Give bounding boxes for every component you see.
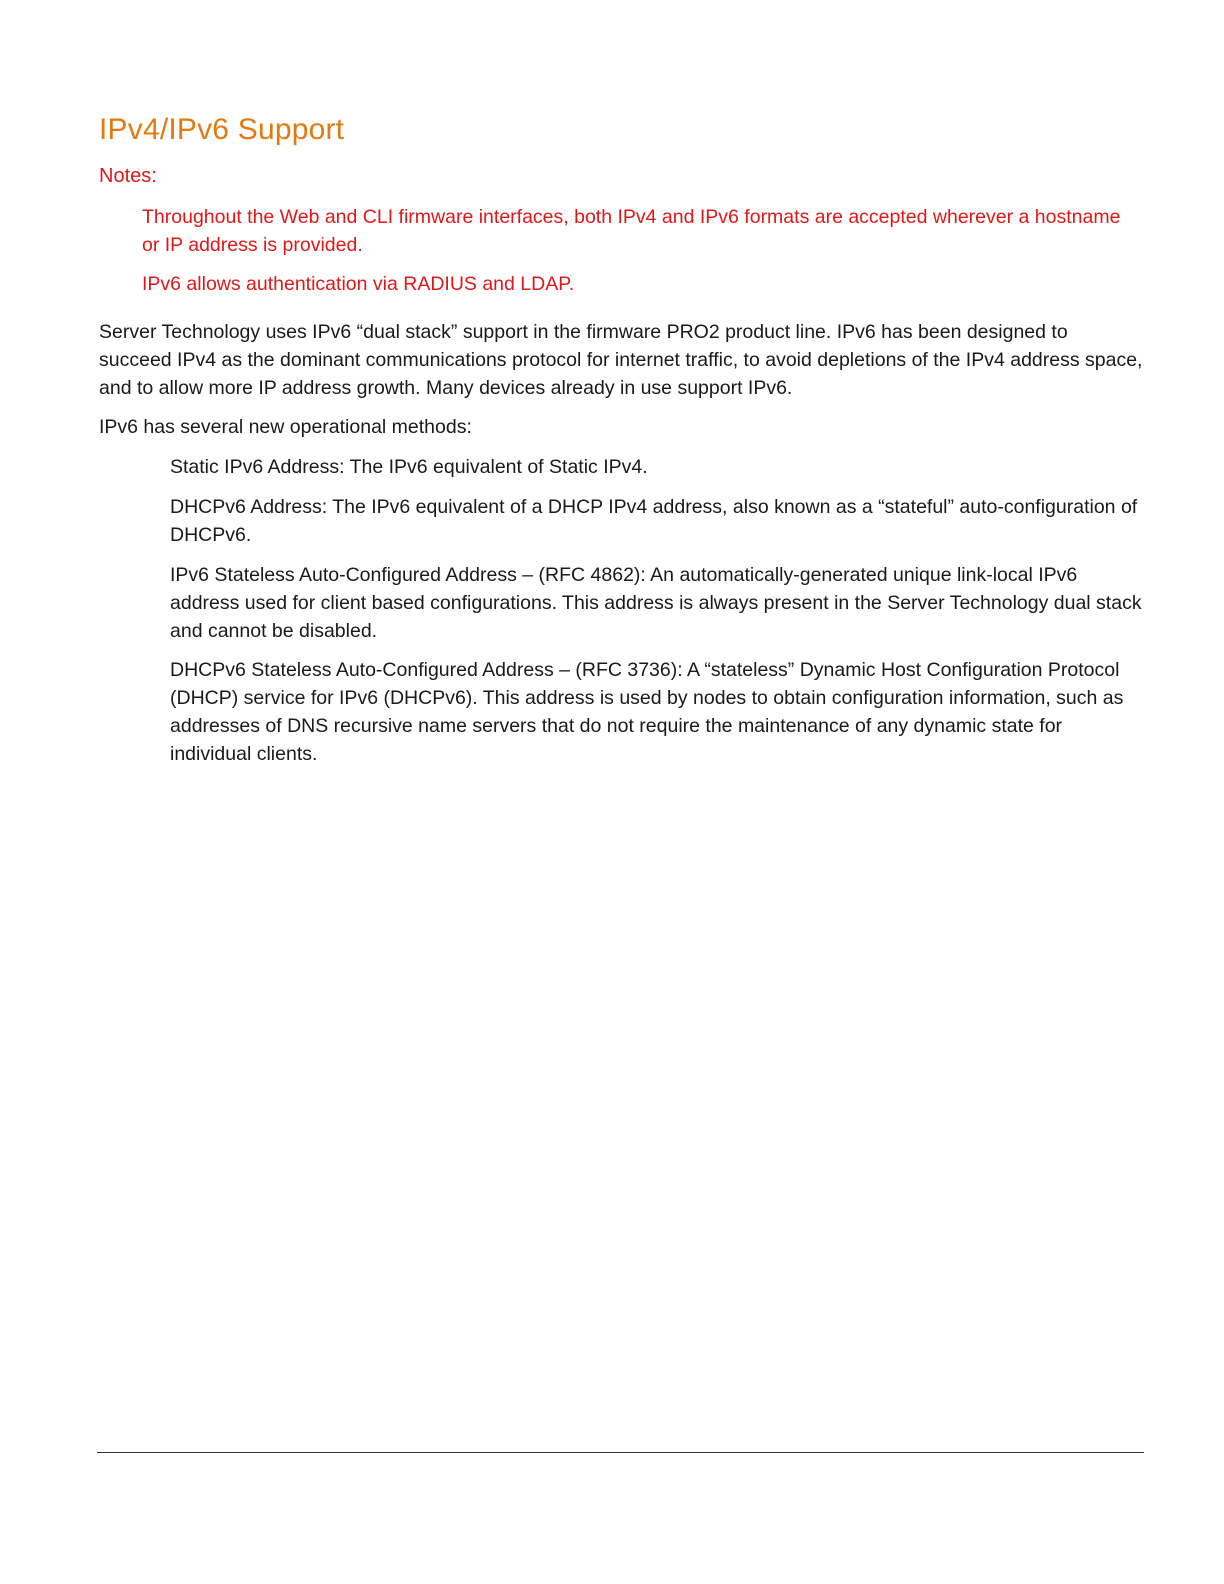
method-item: DHCPv6 Stateless Auto-Configured Address – (RFC 3736): A “stateless” Dynamic Host Configuration Protocol (DHCP) service for IPv6 (DHCPv6). This address is used by nodes to obtain configuration information, such as addresses of DNS recursive name servers that do not require the maintenance of any dynamic state for individual clients. [170,659,1124,765]
method-item: DHCPv6 Address: The IPv6 equivalent of a DHCP IPv4 address, also known as a “stateful” auto-configuration of DHCPv6. [170,496,1138,546]
intro-paragraph: Server Technology uses IPv6 “dual stack” support in the firmware PRO2 product line. IPv6 has been designed to succeed IPv4 as the dominant communications protocol for internet traffic, to avoid depletions of the IPv4 address space, and to allow more IP address growth. Many devices already in use support IPv6. [99,321,1143,399]
method-item: IPv6 Stateless Auto-Configured Address – (RFC 4862): An automatically-generated unique link-local IPv6 address used for client based configurations. This address is always present in the Server Technology dual stack and cannot be disabled. [170,564,1142,642]
footer-divider [97,1452,1144,1453]
notes-label: Notes: [99,165,157,187]
section-title: IPv4/IPv6 Support [99,113,345,146]
methods-intro: IPv6 has several new operational methods: [99,416,472,438]
note-item: IPv6 allows authentication via RADIUS and LDAP. [142,273,575,295]
note-item: Throughout the Web and CLI firmware interfaces, both IPv4 and IPv6 formats are accepted wherever a hostname or IP address is provided. [142,206,1121,256]
method-item: Static IPv6 Address: The IPv6 equivalent of Static IPv4. [170,456,648,478]
